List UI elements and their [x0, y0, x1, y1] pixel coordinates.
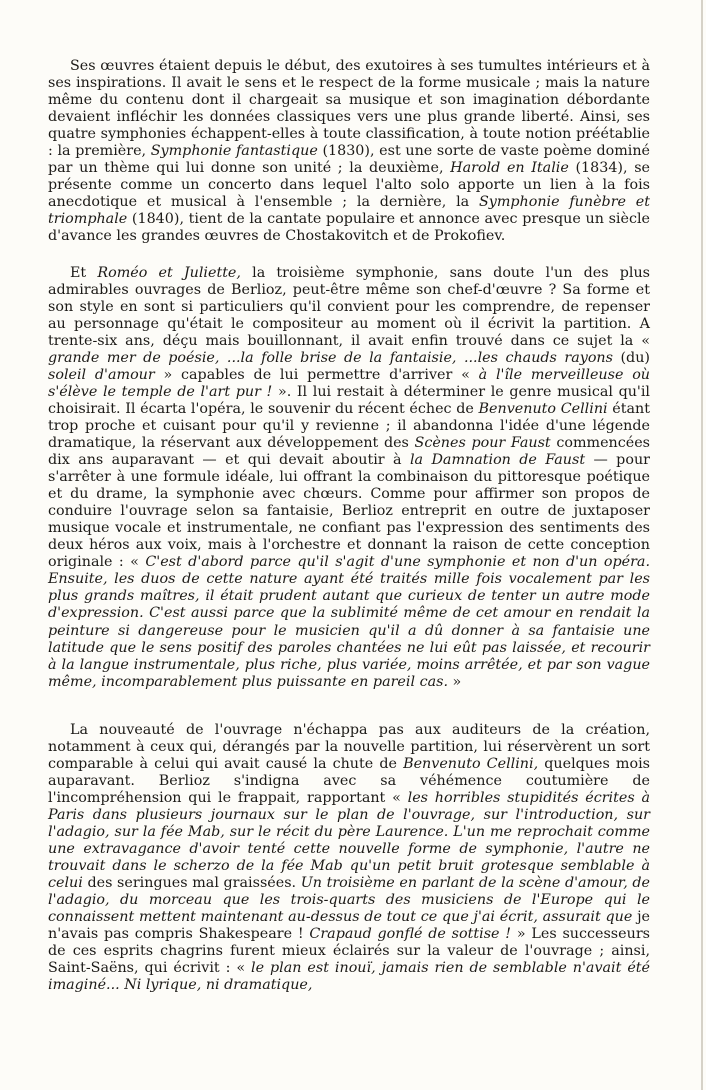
work-title: la Damnation de Faust: [409, 452, 586, 469]
quotation: Crapaud gonflé de sottise !: [309, 926, 512, 943]
text-run: Ses œuvres étaient depuis le début, des exutoires à ses tumultes intérieurs et à ses inspirations. Il avait le sens et le respect de la forme musicale ; mais la nature même du contenu dont il chargeait sa musique et son imagination débordante devaient infléchir les données classiques vers une plus grande liberté. Ainsi, ses quatre symphonies échappent-elles à toute classification, à toute notion préétablie : la première,: [48, 58, 650, 160]
work-title: Scènes pour Faust: [414, 434, 551, 451]
text-run: des seringues mal graissées.: [82, 875, 301, 892]
quotation: C'est d'abord parce qu'il s'agit d'une symphonie et non d'un opéra. Ensuite, les duos de cette nature ayant été traités mille fois vocalement par les plus grands maîtres, il était prudent autant que curieux de tenter un autre mode d'expression. C'est aussi parce que la sublimité même de cet amour en rendait la peinture si dangereuse pour le musicien qu'il a dû donner à sa fantaisie une latitude que le sens positif des paroles chantées ne lui eût pas laissée, et recourir à la langue instrumentale, plus riche, plus variée, moins arrêtée, et par son vague même, incomparablement plus puissante en pareil cas.: [48, 554, 651, 690]
text-run: commencées dix ans auparavant — et qui devait aboutir à: [48, 434, 650, 469]
text-run: quelques mois auparavant. Berlioz s'indigna avec sa véhémence coutumière de l'incompréhension qui le frappait, rapportant «: [48, 755, 650, 806]
work-title: Benvenuto Cellini: [478, 400, 608, 417]
page-body: [48, 58, 650, 994]
quotation: grande mer de poésie, ...la folle brise de la fantaisie, ...les chauds rayons: [48, 349, 613, 366]
paragraph-3: [48, 722, 650, 995]
quotation: le plan est inouï, jamais rien de semblable n'avait été imaginé... Ni lyrique, ni dramatique,: [48, 960, 650, 994]
text-run: ». Il lui restait à déterminer le genre musical qu'il choisirait. Il écarta l'opéra, le souvenir du récent échec de: [48, 383, 650, 417]
quotation: Un troisième en parlant de la scène d'amour, de l'adagio, du morceau que les trois-quarts des musiciens de l'Europe qui le connaissent mettent maintenant au-dessus de tout ce que j'ai écrit, assurait que: [48, 875, 650, 926]
page-edge: [701, 0, 703, 1090]
paragraph-2: [48, 265, 650, 691]
text-run: — pour s'arrêter à une formule idéale, lui offrant la combinaison du pittoresque poétique et du drame, la symphonie avec chœurs. Comme pour affirmer son propos de conduire l'ouvrage selon sa fantaisie, Berlioz entreprit en outre de juxtaposer musique vocale et instrumentale, ne confiant pas l'expression des sentiments des deux héros aux voix, mais à l'orchestre et donnant la raison de cette conception originale : «: [48, 452, 650, 571]
text-run: (du): [612, 349, 650, 366]
text-run: La nouveauté de l'ouvrage n'échappa pas aux auditeurs de la création, notamment à ceux qui, dérangés par la nouvelle partition, lui réservèrent un sort comparable à celui qui avait causé la chute de: [48, 721, 650, 772]
text-run: je n'avais pas compris Shakespeare !: [48, 909, 650, 943]
work-title: Symphonie fantastique: [150, 143, 318, 160]
text-run: la troisième symphonie, sans doute l'un des plus admirables ouvrages de Berlioz, peut-être même son chef-d'œuvre ? Sa forme et son style en sont si particuliers qu'il convient pour les comprendre, de repenser au personnage qu'était le compositeur au moment où il écrivit la partition. A trente-six ans, déçu mais bouillonnant, il avait enfin trouvé dans ce sujet la «: [48, 264, 650, 349]
quotation: les horribles stupidités écrites à Paris dans plusieurs journaux sur le plan de l'ouvrage, sur l'introduction, sur l'adagio, sur la fée Mab, sur le récit du père Laurence. L'un me reprochait comme une extravagance d'avoir tenté cette nouvelle forme de symphonie, l'autre ne trouvait dans le scherzo de la fée Mab qu'un petit bruit grotesque semblable à celui: [48, 789, 650, 892]
work-title: Roméo et Juliette,: [97, 264, 241, 281]
quotation: soleil d'amour: [48, 366, 155, 383]
text-run: »: [448, 673, 462, 690]
work-title: Benvenuto Cellini,: [403, 755, 539, 772]
text-run: Et: [70, 264, 98, 281]
text-run: (1834), se présente comme un concerto dans lequel l'alto solo apporte un lien à la fois anecdotique et musical à l'ensemble ; la dernière, la: [48, 160, 650, 211]
paragraph-1: [48, 58, 650, 246]
text-run: (1830), est une sorte de vaste poème dominé par un thème qui lui donne son unité ; la deuxième,: [48, 143, 650, 177]
work-title: Harold en Italie: [450, 160, 569, 177]
work-title: Symphonie funèbre et triomphale: [48, 194, 650, 228]
text-run: » capables de lui permettre d'arriver «: [154, 366, 479, 383]
quotation: à l'île merveilleuse où s'élève le temple de l'art pur !: [48, 366, 651, 400]
text-run: » Les successeurs de ces esprits chagrins furent mieux éclairés sur la valeur de l'ouvrage ; ainsi, Saint-Saëns, qui écrivit : «: [48, 926, 650, 977]
text-run: étant trop proche et cuisant pour qu'il y revienne ; il abandonna l'idée d'une légende dramatique, la réservant aux développement des: [48, 400, 650, 451]
text-run: (1840), tient de la cantate populaire et annonce avec presque un siècle d'avance les grandes œuvres de Chostakovitch et de Prokofiev.: [48, 211, 650, 245]
